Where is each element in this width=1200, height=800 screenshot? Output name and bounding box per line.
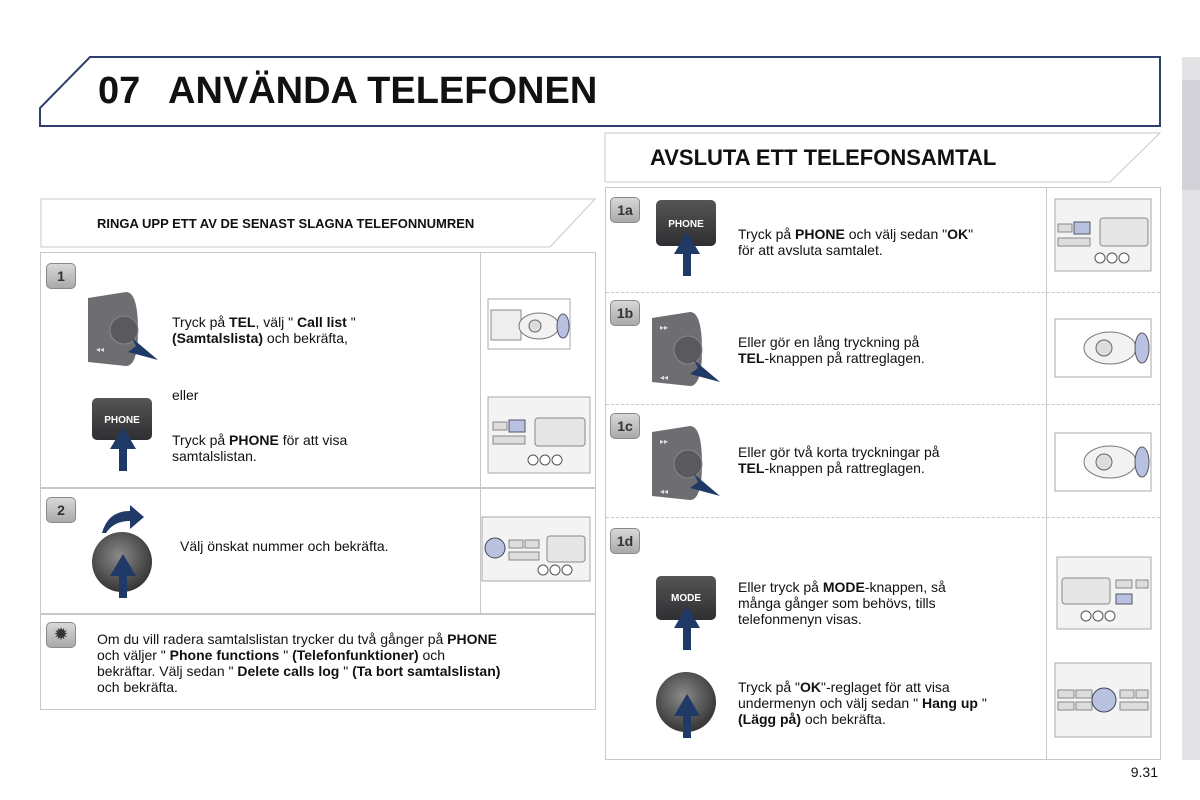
step1c-text: Eller gör två korta tryckningar på TEL-knappen på rattreglagen. [738, 444, 940, 476]
step1a-text: Tryck på PHONE och välj sedan "OK" för att avsluta samtalet. [738, 226, 974, 258]
audio-panel-knob-thumbnail [481, 516, 591, 582]
step2-text: Välj önskat nummer och bekräfta. [180, 538, 389, 554]
step1-divider [480, 252, 481, 488]
page-number: 9.31 [1130, 764, 1158, 780]
svg-text:▸▸: ▸▸ [660, 437, 669, 446]
press-arrow-icon [672, 604, 702, 652]
step1b-text: Eller gör en lång tryckning på TEL-knappen på rattreglagen. [738, 334, 925, 366]
mode-button-image: MODE [656, 576, 716, 620]
step1a-badge: 1a [610, 197, 640, 223]
right-section-title: AVSLUTA ETT TELEFONSAMTAL [650, 145, 997, 170]
steering-stalk-icon [86, 290, 166, 370]
press-arrow-icon [108, 425, 138, 473]
step1-text-b: Tryck på PHONE för att visa samtalslistan. [172, 432, 348, 464]
rotate-arrow-icon [100, 505, 146, 535]
step1b-badge: 1b [610, 300, 640, 326]
chapter-number: 07 [98, 70, 141, 112]
step2-badge: 2 [46, 497, 76, 523]
svg-text:◂◂: ◂◂ [660, 373, 669, 382]
audio-panel-thumbnail [1054, 198, 1152, 272]
audio-panel-ok-thumbnail [1054, 662, 1152, 738]
left-section-title: RINGA UPP ETT AV DE SENAST SLAGNA TELEFONNUMREN [97, 216, 475, 231]
press-arrow-icon [108, 552, 138, 600]
right-divider [1046, 187, 1047, 760]
steering-stalk-icon [650, 424, 730, 504]
row-separator [606, 517, 1160, 518]
svg-text:◂◂: ◂◂ [96, 345, 105, 354]
step1-text-a: Tryck på TEL, välj " Call list " (Samtalslista) och bekräfta, [172, 314, 356, 346]
audio-panel-thumbnail [487, 396, 591, 474]
tip-bulb-icon: ✹ [46, 622, 76, 648]
step1-or-text: eller [172, 387, 199, 403]
step1d-badge: 1d [610, 528, 640, 554]
steering-stalk-icon [650, 310, 730, 390]
row-separator [606, 292, 1160, 293]
step1c-badge: 1c [610, 413, 640, 439]
phone-button-image: PHONE [92, 398, 152, 440]
steering-control-thumbnail [1054, 318, 1152, 378]
svg-text:▸▸: ▸▸ [660, 323, 669, 332]
step1d-text-mode: Eller tryck på MODE-knappen, så många gånger som behövs, tills telefonmenyn visas. [738, 579, 946, 627]
audio-panel-mode-thumbnail [1056, 556, 1152, 630]
chapter-title: ANVÄNDA TELEFONEN [168, 70, 598, 112]
step1d-text-ok: Tryck på "OK"-reglaget för att visa undermenyn och välj sedan " Hang up " (Lägg på) och bekräfta. [738, 679, 987, 727]
press-arrow-icon [672, 692, 702, 740]
row-separator [606, 404, 1160, 405]
press-arrow-icon [672, 230, 702, 278]
svg-text:◂◂: ◂◂ [660, 487, 669, 496]
side-tab-marker [1182, 80, 1200, 190]
tip-text: Om du vill radera samtalslistan trycker du två gånger på PHONE och väljer " Phone functions " (Telefonfunktioner) och bekräftar. Välj sedan " Delete calls log " (Ta bort samtalslistan) och bekräfta. [97, 631, 501, 695]
steering-control-thumbnail [487, 298, 571, 350]
steering-control-thumbnail [1054, 432, 1152, 492]
phone-button-image: PHONE [656, 200, 716, 246]
step1-badge: 1 [46, 263, 76, 289]
